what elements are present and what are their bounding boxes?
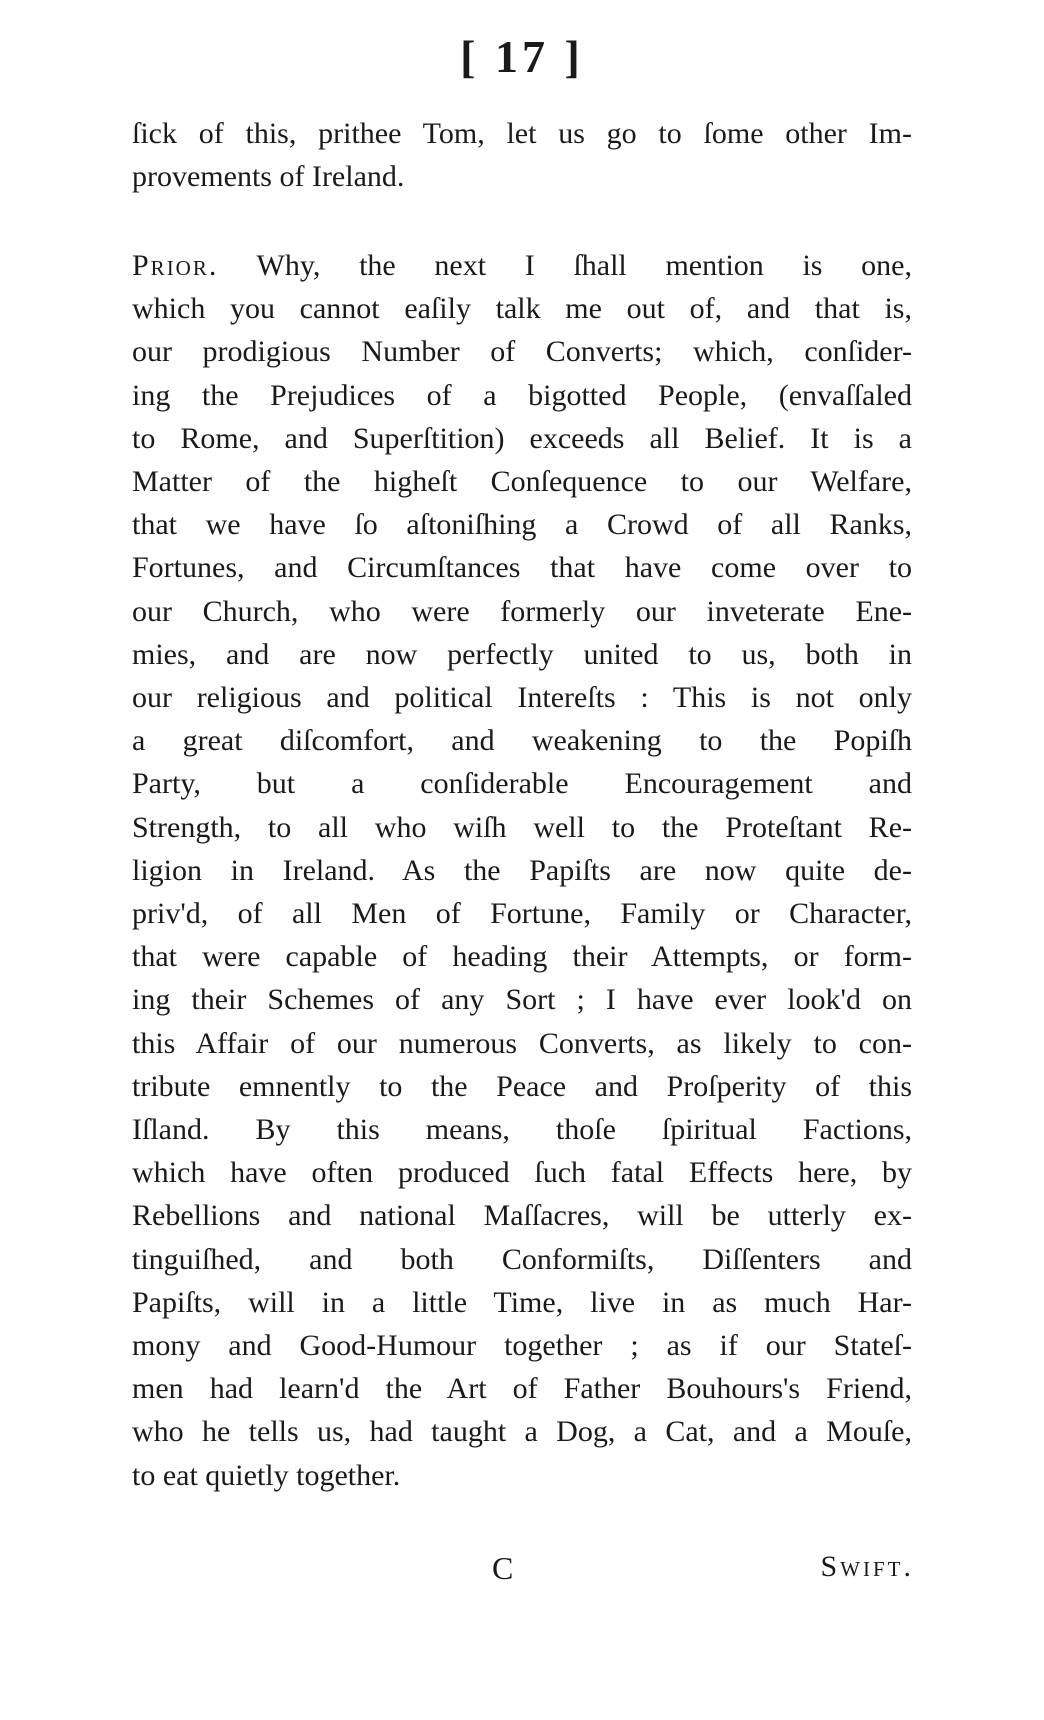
first-text-line <box>132 244 912 287</box>
text-line: our Church, who were formerly our inveterate Ene- <box>132 594 912 628</box>
text-line: provements of Ireland. <box>132 160 405 194</box>
text-line: ing the Prejudices of a bigotted People, (envaſſaled <box>132 378 912 412</box>
text-line: ligion in Ireland. As the Papiſts are now quite de- <box>132 853 912 887</box>
text-line: tribute emnently to the Peace and Proſperity of this <box>132 1069 912 1103</box>
text-line: that we have ſo aſtoniſhing a Crowd of all Ranks, <box>132 508 912 542</box>
text-line: Strength, to all who wiſh well to the Proteſtant Re- <box>132 810 912 844</box>
signature-mark: C <box>492 1550 514 1586</box>
text-line: priv'd, of all Men of Fortune, Family or Character, <box>132 897 912 931</box>
text-line: who he tells us, had taught a Dog, a Cat, and a Mouſe, <box>132 1415 912 1449</box>
text-line: Matter of the higheſt Conſequence to our Welfare, <box>132 465 912 499</box>
first-line-text: Why, the next I ſhall mention is one, <box>256 249 912 282</box>
text-line: Party, but a conſiderable Encouragement and <box>132 767 912 801</box>
catchword: Swift. <box>820 1550 914 1583</box>
text-line: that were capable of heading their Attempts, or form- <box>132 940 912 974</box>
text-line: ing their Schemes of any Sort ; I have ever look'd on <box>132 983 912 1017</box>
text-line: Rebellions and national Maſſacres, will be utterly ex- <box>132 1199 912 1233</box>
text-line: men had learn'd the Art of Father Bouhours's Friend, <box>132 1372 912 1406</box>
page-footer <box>0 1550 1044 1600</box>
text-line: a great diſcomfort, and weakening to the Popiſh <box>132 724 912 758</box>
text-line: Iſland. By this means, thoſe ſpiritual Factions, <box>132 1113 912 1147</box>
text-line: Fortunes, and Circumſtances that have come over to <box>132 551 912 585</box>
text-line: to Rome, and Superſtition) exceeds all Belief. It is a <box>132 421 912 455</box>
text-line: our prodigious Number of Converts; which, conſider- <box>132 335 912 369</box>
text-line: mony and Good-Humour together ; as if our Stateſ- <box>132 1329 912 1363</box>
speaker-name: Prior. <box>132 249 219 282</box>
text-line: which have often produced ſuch fatal Effects here, by <box>132 1156 912 1190</box>
text-line: which you cannot eaſily talk me out of, and that is, <box>132 292 912 326</box>
opening-lines <box>132 112 912 198</box>
text-line: this Affair of our numerous Converts, as likely to con- <box>132 1026 912 1060</box>
text-line: tinguiſhed, and both Conformiſts, Diſſenters and <box>132 1242 912 1276</box>
text-line: ſick of this, prithee Tom, let us go to ſome other Im- <box>132 117 912 150</box>
dialogue-paragraph <box>132 244 912 1497</box>
text-line: our religious and political Intereſts : This is not only <box>132 681 912 715</box>
text-line: Papiſts, will in a little Time, live in as much Har- <box>132 1285 912 1319</box>
page-number: [ 17 ] <box>460 31 584 82</box>
text-line: to eat quietly together. <box>132 1458 401 1492</box>
text-line: mies, and are now perfectly united to us, both in <box>132 637 912 671</box>
